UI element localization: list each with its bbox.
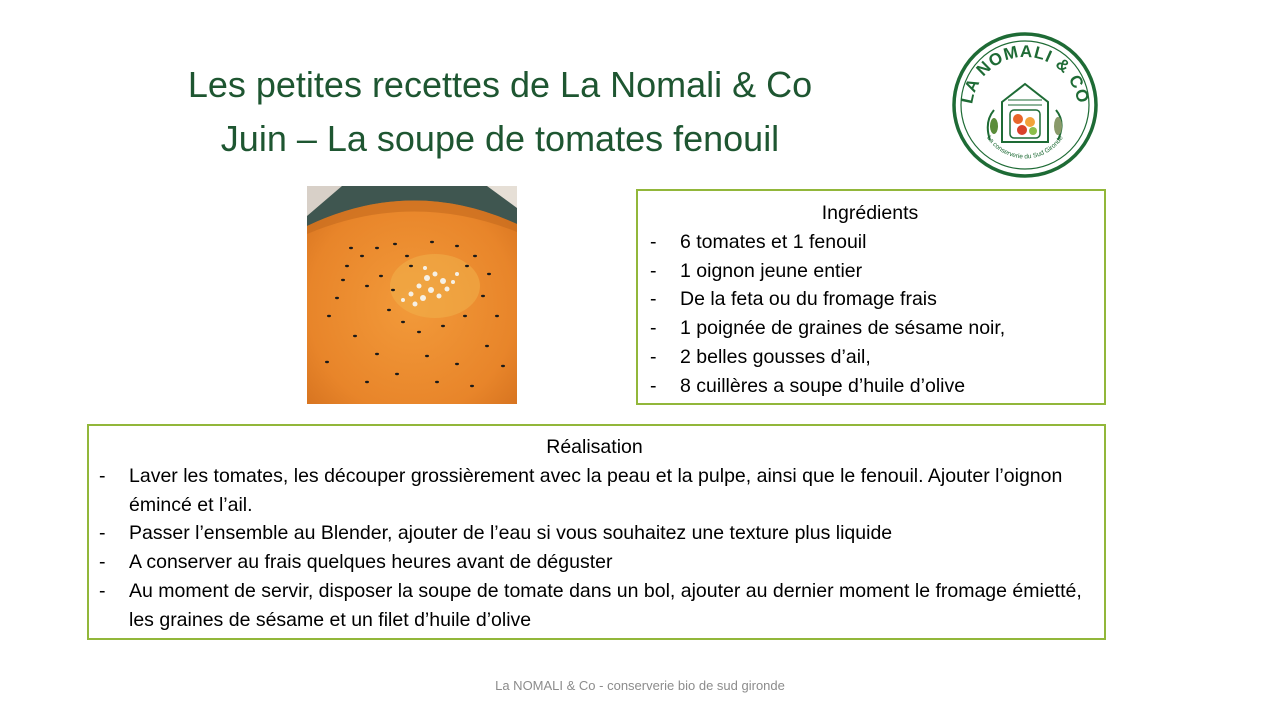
soup-bowl-icon	[307, 186, 517, 404]
list-item: - Au moment de servir, disposer la soupe de tomate dans un bol, ajouter au dernier moment le fromage émietté, les graines de sésame et un filet d’huile d’olive	[99, 579, 1082, 631]
brand-logo	[950, 30, 1100, 180]
title-line-1: Les petites recettes de La Nomali & Co	[187, 64, 813, 105]
page-title	[100, 58, 900, 166]
list-item: - 1 oignon jeune entier	[650, 259, 863, 282]
list-item: - 6 tomates et 1 fenouil	[650, 230, 867, 253]
list-item: - 1 poignée de graines de sésame noir,	[650, 317, 1006, 340]
ingredients-box	[636, 189, 1106, 405]
list-item: - De la feta ou du fromage frais	[650, 288, 937, 311]
ingredients-list	[642, 228, 1098, 401]
svg-text:La conserverie du Sud Gironde: La conserverie du Sud Gironde	[985, 134, 1065, 161]
realisation-box	[87, 424, 1106, 640]
footer-text: La NOMALI & Co - conserverie bio de sud gironde	[495, 678, 785, 693]
realisation-heading: Réalisation	[546, 436, 643, 458]
list-item: - A conserver au frais quelques heures avant de déguster	[99, 551, 613, 574]
list-item: - 2 belles gousses d’ail,	[650, 345, 871, 368]
realisation-steps	[91, 462, 1098, 635]
logo-icon	[950, 30, 1100, 180]
svg-text:LA NOMALI & CO: LA NOMALI & CO	[957, 41, 1093, 106]
list-item: - 8 cuillères a soupe d’huile d’olive	[650, 374, 966, 397]
list-item: - Laver les tomates, les découper grossièrement avec la peau et la pulpe, ainsi que le fenouil. Ajouter l’oignon émincé et l’ail.	[99, 464, 1063, 516]
title-line-2: Juin – La soupe de tomates fenouil	[220, 118, 780, 159]
ingredients-heading: Ingrédients	[821, 202, 919, 224]
soup-photo	[307, 186, 517, 404]
list-item: - Passer l’ensemble au Blender, ajouter de l’eau si vous souhaitez une texture plus liquide	[99, 522, 893, 545]
